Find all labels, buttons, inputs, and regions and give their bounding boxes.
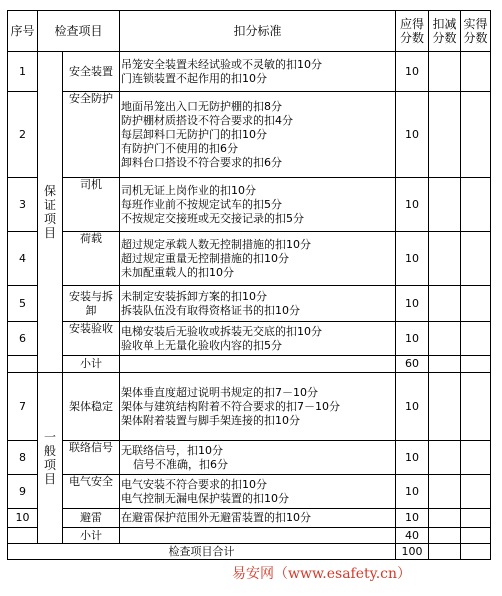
header-due: 应得分数	[396, 11, 429, 52]
row-score: 10	[396, 475, 429, 509]
row-deduct	[429, 286, 461, 322]
header-row	[8, 11, 491, 52]
row-deduct	[429, 232, 461, 286]
group-label-guarantee	[38, 52, 63, 373]
row-seq: 3	[8, 178, 38, 232]
table-row	[8, 52, 491, 92]
table-row	[8, 475, 491, 509]
row-item: 荷载	[63, 232, 120, 286]
standard-line: 吊笼安全装置未经试验或不灵敏的扣10分	[121, 57, 323, 71]
group-char: 般	[43, 444, 56, 458]
row-seq: 6	[8, 322, 38, 356]
subtotal-row	[8, 528, 491, 544]
row-standard	[120, 441, 396, 475]
total-row	[8, 544, 491, 560]
group-char: 项	[43, 458, 56, 472]
row-standard	[120, 322, 396, 356]
subtotal-row	[8, 356, 491, 373]
row-actual	[461, 178, 491, 232]
row-score: 10	[396, 322, 429, 356]
standard-line: 无联络信号，扣10分	[121, 443, 224, 457]
standard-line: 验收单上无量化验收内容的扣5分	[121, 338, 283, 352]
standard-line: 未制定安装拆卸方案的扣10分	[121, 289, 268, 303]
row-score: 10	[396, 178, 429, 232]
row-score: 10	[396, 52, 429, 92]
row-seq: 2	[8, 92, 38, 178]
standard-line: 电梯安装后无验收或拆装无交底的扣10分	[121, 324, 323, 338]
total-score: 100	[396, 544, 429, 560]
row-item: 安装验收	[63, 322, 120, 356]
total-label: 检查项目合计	[8, 544, 396, 560]
table-row	[8, 178, 491, 232]
row-seq: 4	[8, 232, 38, 286]
row-actual	[461, 286, 491, 322]
row-deduct	[429, 92, 461, 178]
row-actual	[461, 509, 491, 528]
row-actual	[461, 52, 491, 92]
row-deduct	[429, 509, 461, 528]
row-score: 10	[396, 286, 429, 322]
row-actual	[461, 475, 491, 509]
row-item: 避雷	[63, 509, 120, 528]
row-actual	[461, 92, 491, 178]
row-item: 架体稳定	[63, 373, 120, 441]
row-actual	[461, 373, 491, 441]
header-actual: 实得分数	[461, 11, 491, 52]
standard-line: 架体与建筑结构附着不符合要求的扣7－10分	[121, 399, 341, 413]
standard-line: 超过规定重量无控制措施的扣10分	[121, 251, 290, 265]
standard-line: 有防护门不使用的扣6分	[121, 141, 239, 155]
table-row	[8, 286, 491, 322]
group-char: 目	[43, 472, 56, 486]
row-score: 10	[396, 373, 429, 441]
group-char: 一	[43, 430, 56, 444]
row-seq: 9	[8, 475, 38, 509]
row-standard	[120, 52, 396, 92]
standard-line: 每层卸料口无防护门的扣10分	[121, 127, 268, 141]
table-row	[8, 232, 491, 286]
standard-line: 卸料台口搭设不符合要求的扣6分	[121, 155, 283, 169]
row-seq: 5	[8, 286, 38, 322]
row-score: 10	[396, 509, 429, 528]
standard-line: 架体附着装置与脚手架连接的扣10分	[121, 413, 301, 427]
row-seq: 8	[8, 441, 38, 475]
row-score: 10	[396, 232, 429, 286]
row-item: 电气安全	[63, 475, 120, 509]
row-standard	[120, 92, 396, 178]
row-seq: 1	[8, 52, 38, 92]
row-item: 安全防护	[63, 92, 120, 178]
row-deduct	[429, 52, 461, 92]
row-seq: 10	[8, 509, 38, 528]
row-score: 10	[396, 441, 429, 475]
standard-line: 在避雷保护范围外无避雷装置的扣10分	[121, 511, 312, 524]
row-actual	[461, 441, 491, 475]
group-char: 保	[43, 184, 56, 198]
standard-line: 司机无证上岗作业的扣10分	[121, 183, 257, 197]
group-char: 目	[43, 226, 56, 240]
row-deduct	[429, 475, 461, 509]
row-item: 司机	[63, 178, 120, 232]
table-row	[8, 92, 491, 178]
row-deduct	[429, 441, 461, 475]
standard-line: 拆装队伍没有取得资格证书的扣10分	[121, 303, 301, 317]
row-actual	[461, 232, 491, 286]
standard-line: 架体垂直度超过说明书规定的扣7－10分	[121, 385, 319, 399]
standard-line: 每班作业前不按规定试车的扣5分	[121, 197, 283, 211]
row-standard	[120, 286, 396, 322]
table-row	[8, 373, 491, 441]
subtotal-score: 40	[396, 528, 429, 544]
standard-line: 地面吊笼出入口无防护棚的扣8分	[121, 99, 283, 113]
standard-line: 电气安装不符合要求的扣10分	[121, 477, 268, 491]
standard-line: 超过规定承载人数无控制措施的扣10分	[121, 237, 312, 251]
header-deduct: 扣减分数	[429, 11, 461, 52]
row-standard	[120, 232, 396, 286]
table-row	[8, 441, 491, 475]
subtotal-label: 小计	[63, 528, 120, 544]
row-deduct	[429, 178, 461, 232]
row-actual	[461, 322, 491, 356]
header-standard: 扣分标准	[120, 11, 396, 52]
header-seq: 序号	[8, 11, 38, 52]
standard-line: 电气控制无漏电保护装置的扣10分	[121, 491, 290, 505]
standard-line: 不按规定交接班或无交接记录的扣5分	[121, 211, 305, 225]
watermark: 易安网（www.esafety.cn）	[232, 566, 412, 582]
group-char: 证	[43, 198, 56, 212]
subtotal-label: 小计	[63, 356, 120, 373]
group-label-general	[38, 373, 63, 544]
subtotal-score: 60	[396, 356, 429, 373]
standard-line: 信号不准确，扣6分	[133, 457, 229, 471]
header-item: 检查项目	[38, 11, 120, 52]
row-standard	[120, 509, 396, 528]
table-row	[8, 322, 491, 356]
table-row	[8, 509, 491, 528]
row-item: 联络信号	[63, 441, 120, 475]
row-item: 安全装置	[63, 52, 120, 92]
row-standard	[120, 178, 396, 232]
standard-line: 门连锁装置不起作用的扣10分	[121, 71, 268, 85]
standard-line: 未加配重载人的扣10分	[121, 265, 235, 279]
standard-line: 防护棚材质搭设不符合要求的扣4分	[121, 113, 294, 127]
inspection-table	[7, 10, 491, 560]
row-standard	[120, 475, 396, 509]
row-score: 10	[396, 92, 429, 178]
row-seq: 7	[8, 373, 38, 441]
group-char: 项	[43, 212, 56, 226]
row-item: 安装与拆卸	[63, 286, 120, 322]
row-deduct	[429, 322, 461, 356]
row-deduct	[429, 373, 461, 441]
row-standard	[120, 373, 396, 441]
